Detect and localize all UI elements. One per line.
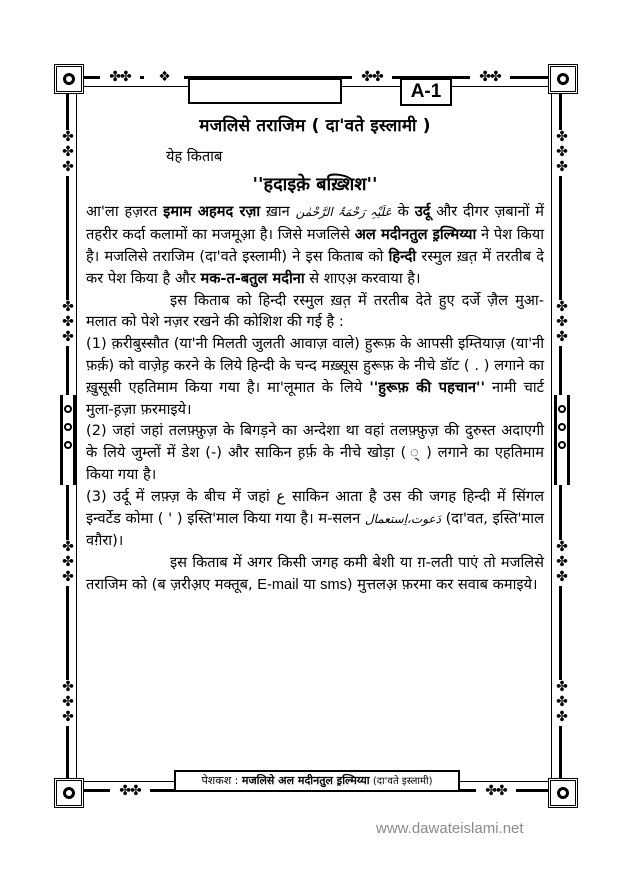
- border-ornament-icon: ✤✤: [476, 785, 516, 797]
- border-ornament-icon: ❖: [144, 71, 184, 83]
- side-ornament-right: [554, 395, 570, 485]
- corner-ornament-top-right: [548, 64, 578, 94]
- border-ornament-icon: ✤✤: [110, 785, 150, 797]
- border-ornament-icon: ✤ ✤ ✤: [62, 679, 74, 725]
- arabic-letter-ain: ع: [276, 486, 286, 505]
- page-code: A-1: [400, 78, 452, 106]
- border-ornament-icon: ✤✤: [352, 71, 392, 83]
- border-ornament-icon: ✤ ✤ ✤: [556, 129, 568, 175]
- border-ornament-icon: ✤ ✤ ✤: [556, 299, 568, 345]
- corner-ornament-bottom-left: [54, 778, 84, 808]
- subtitle: येह किताब: [166, 147, 223, 165]
- border-ornament-icon: ✤ ✤ ✤: [556, 539, 568, 585]
- arabic-example: دَعوت،اِستعمال: [364, 511, 441, 526]
- page-content: [86, 112, 544, 597]
- border-ornament-icon: ✤ ✤ ✤: [62, 129, 74, 175]
- website-url[interactable]: www.dawateislami.net: [376, 820, 524, 837]
- border-ornament-icon: ✤ ✤ ✤: [556, 679, 568, 725]
- corner-ornament-top-left: [54, 64, 84, 94]
- presented-by-footer: पेशकश : मजलिसे अल मदीनतुल इ़ल्मिय्या (दा'वते इस्लामी): [174, 770, 460, 792]
- point-1: (1) क़रीबुस्सौत (या'नी मिलती जुलती आवाज़ वाले) हुरूफ़ के आपसी इम्तियाज़ (या'नी फ़र्क़) को वाज़ेह़ करने के लिये हिन्दी के चन्द मख़्सूस हुरूफ़ के नीचे डॉट ( . ) लगाने का ख़ुसूसी एहतिमाम किया गया है। मा'लूमात के लिये ''हुरूफ़ की पहचान'' नामी चार्ट मुला-ह़ज़ा फ़रमाइये।: [86, 335, 544, 418]
- border-ornament-icon: ✤✤: [100, 71, 140, 83]
- corner-ornament-bottom-right: [548, 778, 578, 808]
- arabic-honorific: عَلَیْہِ رَحْمَۃُ الرَّحْمٰن: [295, 205, 392, 220]
- point-2: (2) जहां जहां तलफ़्फ़ुज़ के बिगड़ने का अन्देशा था वहां तलफ़्फ़ुज़ की दुरुस्त अदाएगी के लिये जुम्लों में डेश (-) और साकिन ह़र्फ़ के नीचे खोड़ा ( ् ) लगाने का एहतिमाम किया गया है।: [86, 422, 544, 483]
- paragraph-method: इस किताब को हिन्दी रस्मुल ख़त़ में तरतीब देते हुए दर्जे ज़ैल मुआ-मलात को पेशे नज़र रखने की कोशिश की गई है :: [86, 291, 544, 331]
- side-ornament-left: [60, 395, 76, 485]
- border-ornament-icon: ✤ ✤ ✤: [62, 539, 74, 585]
- header-blank-box: [188, 78, 342, 104]
- border-ornament-icon: ✤ ✤ ✤: [62, 299, 74, 345]
- paragraph-intro: आ'ला हज़रत इमाम अहमद रज़ा ख़ान عَلَیْہِ رَحْمَۃُ الرَّحْمٰن के उर्दू और दीगर ज़बानों में तहरीर कर्दा कलामों का मजमूआ़ है। जिसे मजलिसे अल मदीनतुल इ़ल्मिय्या ने पेश किया है। मजलिसे तराजिम (दा'वते इस्लामी) ने इस किताब को हिन्दी रस्मुल ख़त़ में तरतीब दे कर पेश किया है और मक-त-बतुल मदीना से शाएअ़ करवाया है।: [86, 203, 545, 287]
- page-title: मजलिसे तराजिम ( दा'वते इस्लामी ): [199, 116, 431, 136]
- book-title: ''हदाइके़ बख़्शिश'': [252, 173, 378, 195]
- paragraph-feedback: इस किताब में अगर किसी जगह कमी बेशी या ग़-लती पाएं तो मजलिसे तराजिम को (ब ज़रीअ़ए मक्तूब, E-mail या sms) मुत्तलअ़ फ़रमा कर सवाब कमाइये।: [86, 554, 544, 593]
- point-3: (3) उर्दू में लफ़्ज़ के बीच में जहां ع साकिन आता है उस की जगह हिन्दी में सिंगल इन्वर्टेड कोमा ( ' ) इस्ति'माल किया गया है। म-सलन دَعوت،اِستعمال (दा'वत, इस्ति'माल वग़ैरा)।: [86, 486, 544, 550]
- border-ornament-icon: ✤✤: [470, 71, 510, 83]
